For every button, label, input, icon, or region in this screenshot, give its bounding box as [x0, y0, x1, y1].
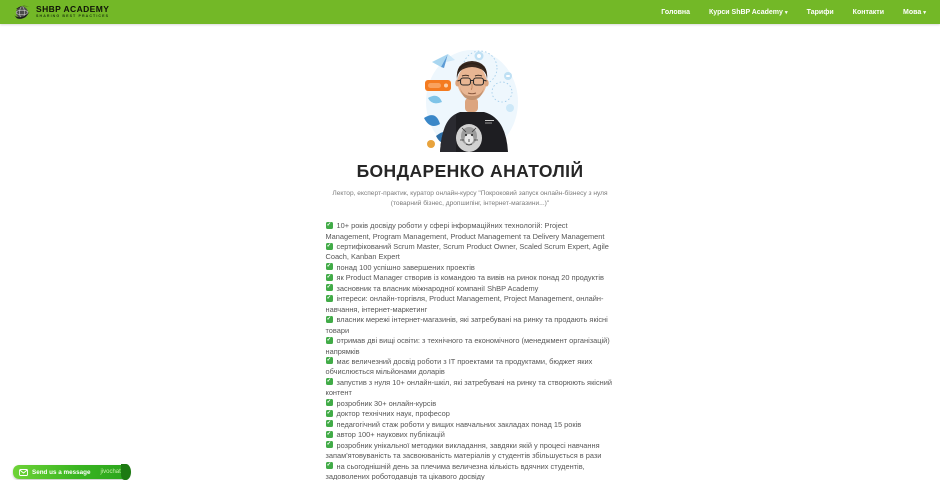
chat-fold-decoration	[121, 464, 131, 480]
check-icon	[326, 431, 333, 438]
list-item	[326, 378, 615, 399]
nav-item-language[interactable]: Мова ▾	[903, 9, 926, 16]
list-item	[326, 336, 615, 357]
achievement-text: розробник 30+ онлайн-курсів	[336, 398, 437, 408]
achievement-text: автор 100+ наукових публікацій	[336, 430, 445, 440]
check-icon	[326, 378, 333, 385]
achievement-text: педагогічний стаж роботи у вищих навчальних закладах понад 15 років	[336, 419, 582, 429]
achievement-text: на сьогоднішній день за плечима величезна кількість вдячних студентів, задоволених роботодавців та цікавого досвіду	[325, 461, 585, 480]
chat-message-label: Send us a message	[32, 468, 91, 476]
jivochat-widget[interactable]	[13, 465, 130, 479]
achievement-text: розробник унікальної методики викладання, завдяки якій у процесі навчання запам'ятовуваність та засвоюваність матеріалів у студентів збільшується в рази	[325, 440, 602, 461]
nav-item-home[interactable]: Головна	[661, 8, 691, 16]
list-item	[326, 242, 615, 263]
achievement-text: власник мережі інтернет-магазинів, які затребувані на ринку та продають якісні товари	[325, 315, 608, 335]
check-icon	[326, 399, 333, 406]
achievement-text: доктор технічних наук, професор	[336, 409, 450, 419]
lecturer-subtitle: Лектор, експерт-практик, куратор онлайн-курсу "Покроковий запуск онлайн-бізнесу з нуля (товарний бізнес, дропшипінг, інтернет-магазини...)"	[332, 190, 608, 207]
nav-item-contacts[interactable]: Контакти	[852, 8, 885, 16]
lecturer-photo-image	[422, 40, 519, 152]
main-nav	[661, 9, 926, 16]
achievement-text: запустив з нуля 10+ онлайн-шкіл, які затребувані на ринку та створюють якісний контент	[325, 377, 612, 398]
top-navbar	[0, 0, 940, 24]
list-item	[326, 430, 615, 440]
check-icon	[326, 263, 333, 270]
nav-item-courses[interactable]: Курси ShBP Academy ▾	[709, 9, 788, 16]
check-icon	[326, 295, 333, 302]
check-icon	[326, 357, 333, 364]
achievement-text: має величезний досвід роботи з IT проектами та продуктами, бюджет яких обчислюється мільйонами доларів	[325, 356, 593, 377]
envelope-icon	[19, 469, 28, 476]
nav-item-pricing[interactable]: Тарифи	[806, 8, 834, 16]
check-icon	[326, 420, 333, 427]
check-icon	[326, 222, 333, 229]
achievement-text: засновник та власник міжнародної компанії ShBP Academy	[336, 283, 539, 293]
list-item	[326, 399, 615, 409]
check-icon	[326, 337, 333, 344]
list-item	[326, 221, 615, 242]
achievement-text: 10+ років досвіду роботи у сфері інформаційних технологій: Project Management, Program Management, Product Management та Delivery Management	[325, 221, 605, 241]
main-content	[0, 24, 940, 480]
check-icon	[326, 274, 333, 281]
achievement-text: як Product Manager створив із командою та вивів на ринок понад 20 продуктів	[336, 273, 604, 283]
list-item	[326, 284, 615, 294]
check-icon	[326, 284, 333, 291]
list-item	[326, 420, 615, 430]
check-icon	[326, 441, 333, 448]
logo-text	[36, 5, 109, 19]
achievements-list	[326, 221, 615, 480]
check-icon	[326, 410, 333, 417]
achievement-text: понад 100 успішно завершених проектів	[336, 262, 475, 272]
list-item	[326, 462, 615, 480]
logo-title: SHBP ACADEMY	[36, 4, 110, 15]
list-item	[326, 273, 615, 283]
chat-brand-label: jivochat	[100, 469, 121, 475]
logo-subtitle: SHARING BEST PRACTICES	[36, 14, 110, 19]
lecturer-photo	[422, 40, 519, 152]
achievement-text: інтереси: онлайн-торгівля, Product Management, Project Management, онлайн-навчання, інтернет-маркетинг	[325, 294, 604, 314]
list-item	[326, 441, 615, 462]
achievement-text: сертифікований Scrum Master, Scrum Product Owner, Scaled Scrum Expert, Agile Coach, Kanban Expert	[325, 242, 609, 262]
list-item	[326, 294, 615, 315]
list-item	[326, 409, 615, 419]
check-icon	[326, 462, 333, 469]
logo[interactable]	[13, 3, 109, 22]
achievement-text: отримав дві вищі освіти: з технічного та економічного (менеджмент організацій) напрямків	[325, 336, 610, 356]
page-title: БОНДАРЕНКО АНАТОЛІЙ	[356, 161, 584, 181]
list-item	[326, 357, 615, 378]
check-icon	[326, 243, 333, 250]
list-item	[326, 263, 615, 273]
list-item	[326, 315, 615, 336]
globe-swoosh-icon	[13, 3, 32, 22]
check-icon	[326, 316, 333, 323]
